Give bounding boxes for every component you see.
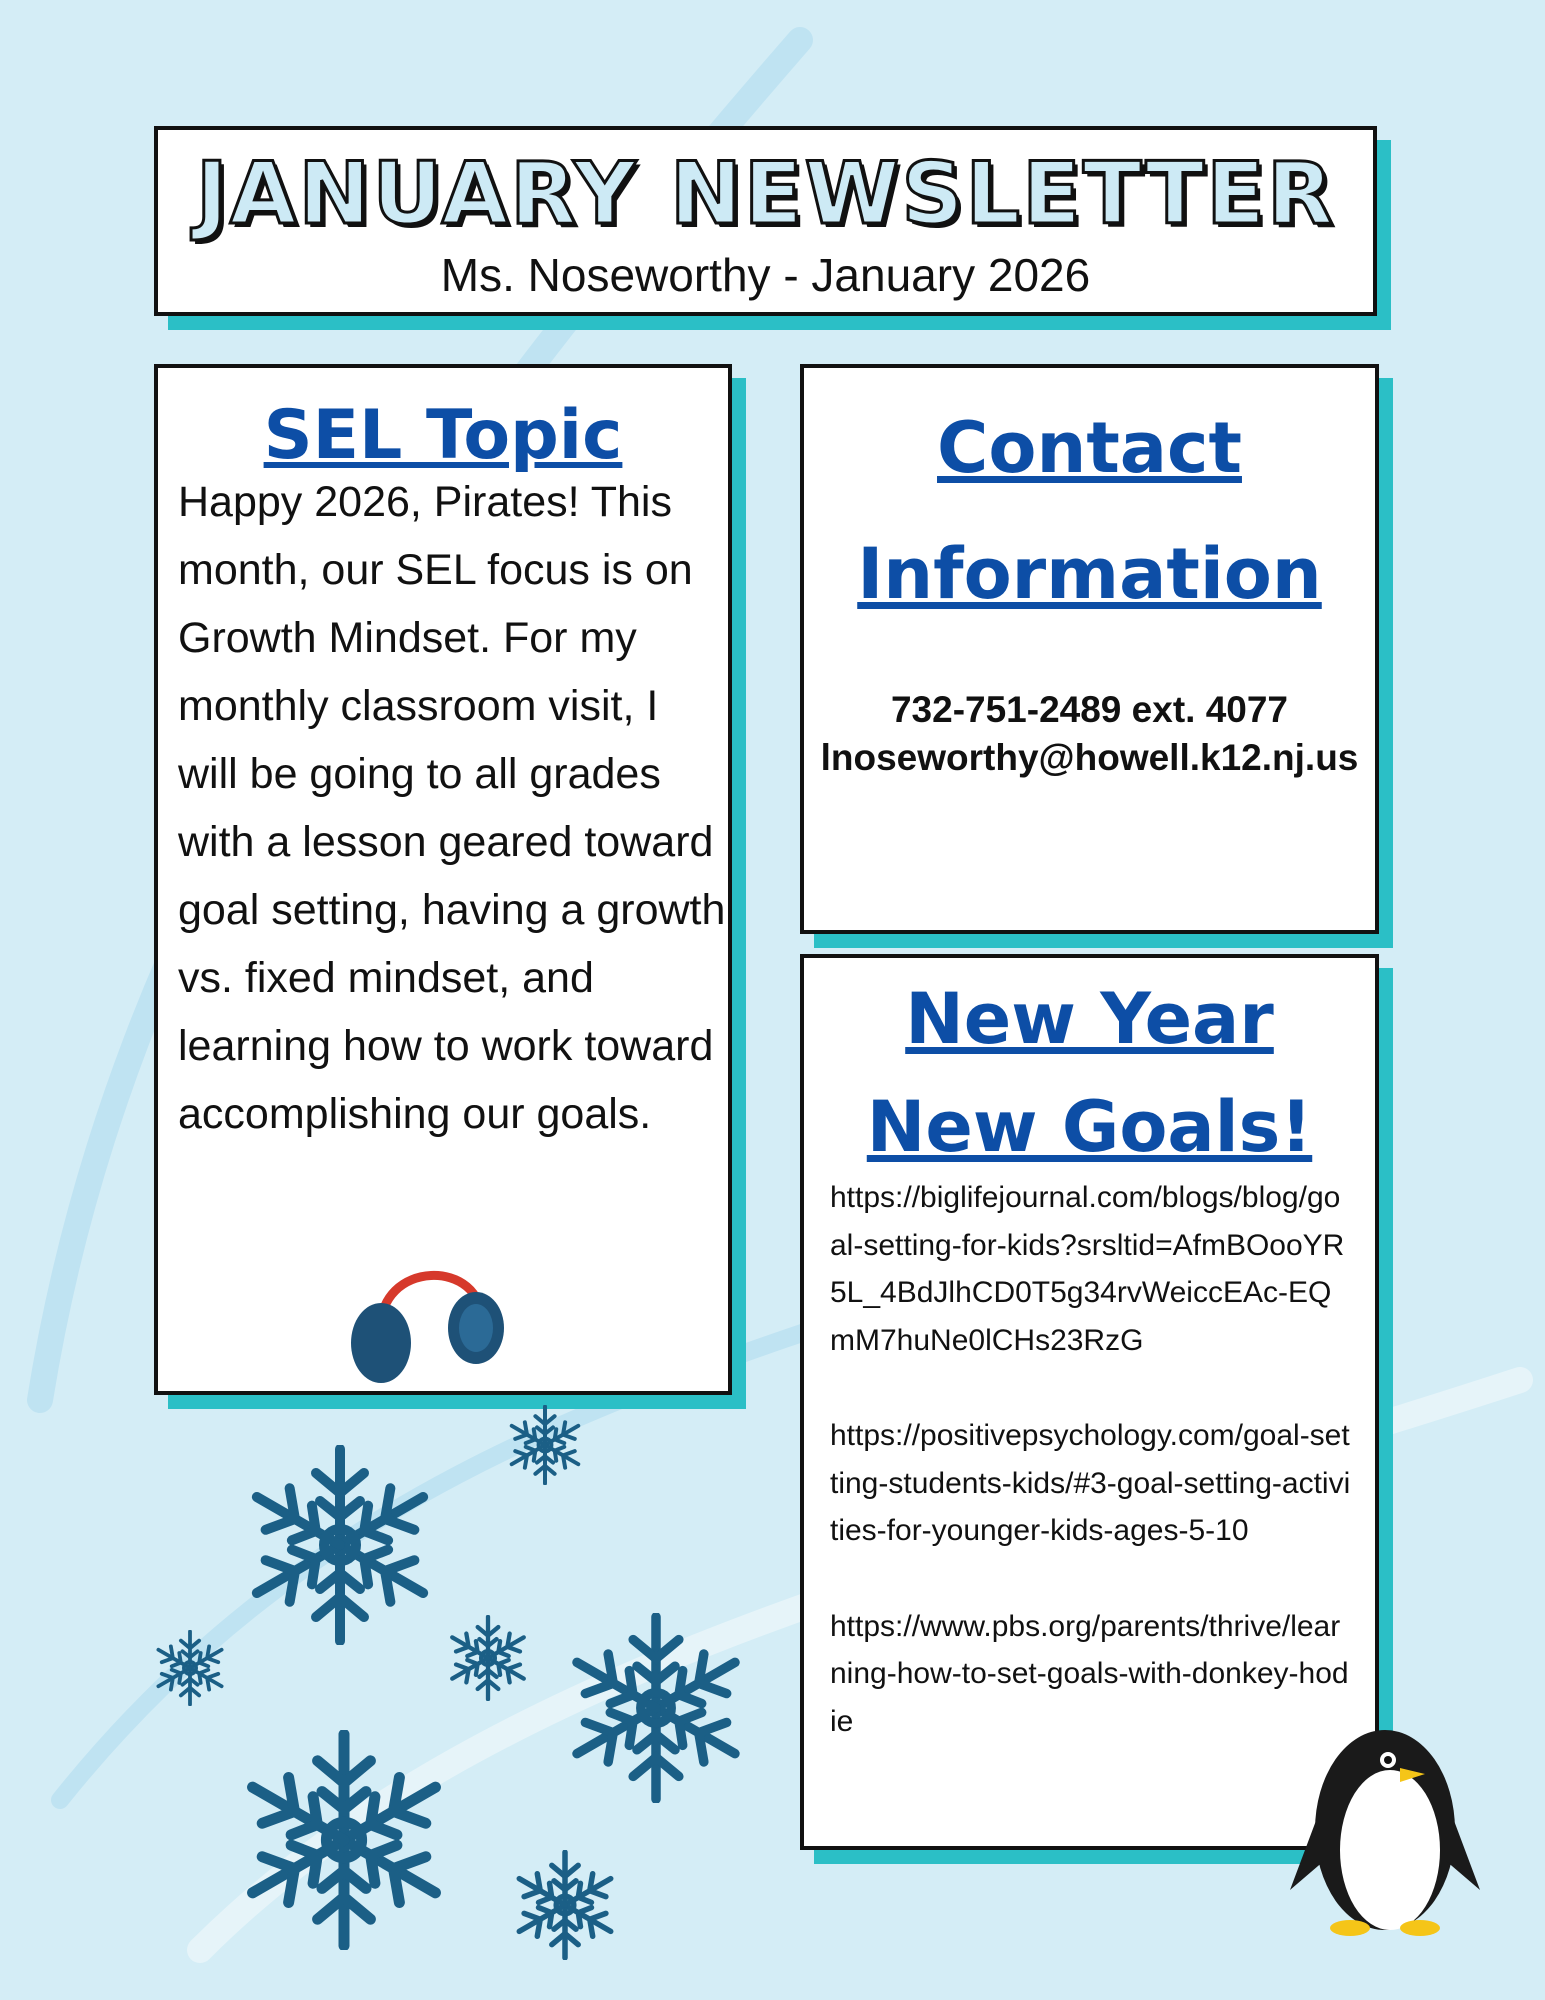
newsletter-subtitle: Ms. Noseworthy - January 2026	[440, 249, 1091, 301]
contact-heading-line2: Information	[857, 533, 1322, 615]
penguin-icon	[1290, 1700, 1480, 1940]
snowflake-icon	[240, 1445, 440, 1645]
sel-body-text: Happy 2026, Pirates! This month, our SEL focus is on Growth Mindset. For my monthly classroom visit, I will be going to all grades with a lesson geared toward goal setting, having a growth vs. fixed mindset, and learning how to work toward accomplishing our goals.	[178, 478, 726, 1138]
contact-phone: 732-751-2489 ext. 4077	[890, 689, 1289, 730]
snowflake-icon	[561, 1613, 751, 1803]
newsletter-header	[154, 126, 1377, 316]
goals-heading-line1: New Year	[905, 978, 1274, 1060]
goals-heading-line2: New Goals!	[866, 1086, 1313, 1168]
contact-card	[800, 364, 1379, 934]
snowflake-icon	[445, 1615, 531, 1701]
sel-topic-card	[154, 364, 732, 1395]
contact-heading-line1: Contact	[937, 407, 1242, 489]
resource-link[interactable]: https://www.pbs.org/parents/thrive/learning-how-to-set-goals-with-donkey-hodie	[830, 1609, 1349, 1738]
resource-link[interactable]: https://biglifejournal.com/blogs/blog/goal-setting-for-kids?srsltid=AfmBOooYR5L_4BdJlhCD0T5g34rvWeiccEAc-EQmM7huNe0lCHs23RzG	[830, 1181, 1345, 1357]
snowflake-icon	[234, 1730, 454, 1950]
contact-email[interactable]: lnoseworthy@howell.k12.nj.us	[820, 737, 1359, 778]
earmuffs-icon	[346, 1248, 516, 1388]
resource-link[interactable]: https://positivepsychology.com/goal-setting-students-kids/#3-goal-setting-activities-for-younger-kids-ages-5-10	[830, 1419, 1351, 1547]
newsletter-title: JANUARY NEWSLETTER	[195, 144, 1336, 244]
sel-heading: SEL Topic	[263, 396, 623, 475]
snowflake-icon	[152, 1630, 228, 1706]
snowflake-icon	[510, 1850, 620, 1960]
snowflake-icon	[505, 1405, 585, 1485]
